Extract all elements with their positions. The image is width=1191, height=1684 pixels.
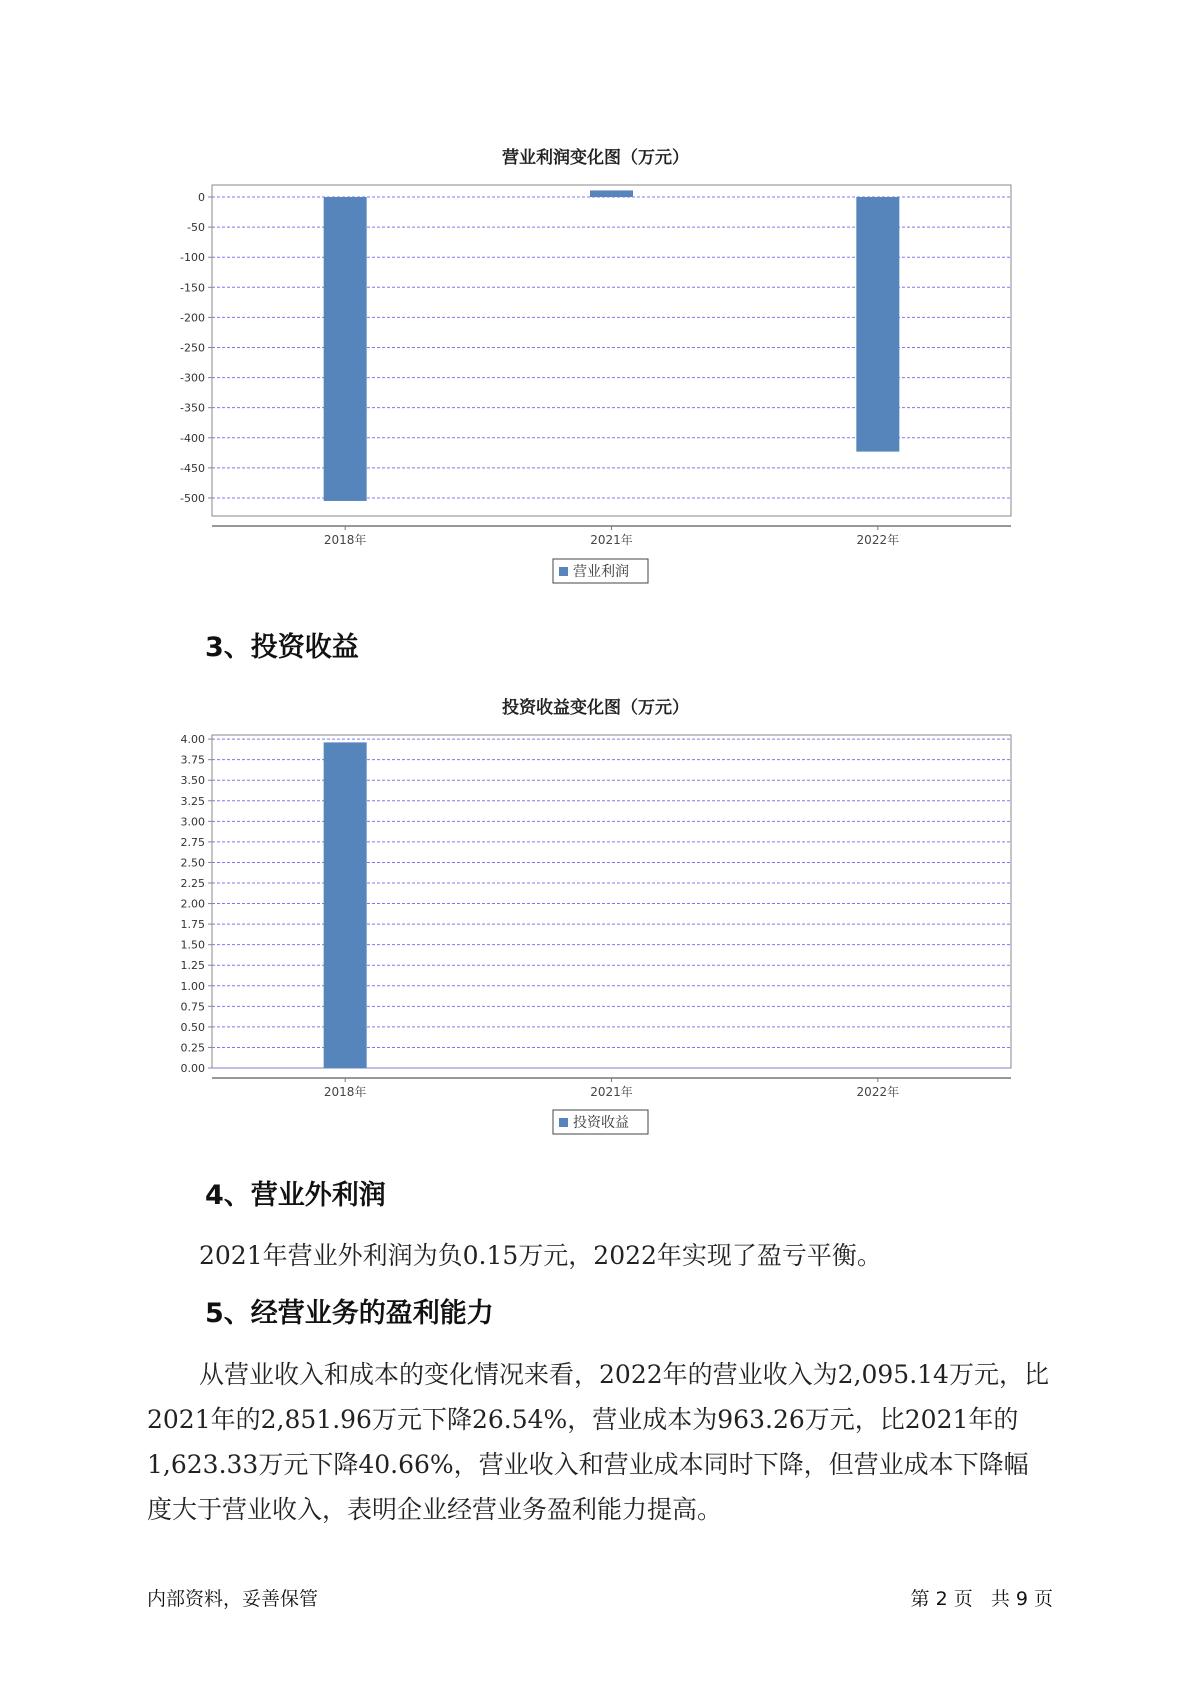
y-tick-label: 0.25 bbox=[180, 1041, 205, 1055]
y-tick-label: 2.50 bbox=[180, 856, 205, 870]
profitability-text: 从营业收入和成本的变化情况来看，2022年的营业收入为2,095.14万元，比2021年的2,851.96万元下降26.54%，营业成本为963.26万元，比2021年的1,623.33万元下降40.66%，营业收入和营业成本同时下降，但营业成本下降幅度大于营业收入，表明企业经营业务盈利能力提高。 bbox=[147, 1360, 1049, 1524]
y-tick-label: -200 bbox=[180, 311, 205, 325]
y-tick-label: 0.75 bbox=[180, 1000, 205, 1014]
y-tick-label: -150 bbox=[180, 281, 205, 295]
y-tick-label: -100 bbox=[180, 251, 205, 265]
y-tick-label: -50 bbox=[187, 221, 205, 235]
y-tick-label: 1.00 bbox=[180, 979, 205, 993]
section-heading-nonoperating: 4、营业外利润 bbox=[205, 1180, 386, 1211]
nonoperating-text: 2021年营业外利润为负0.15万元，2022年实现了盈亏平衡。 bbox=[199, 1241, 882, 1270]
y-tick-label: -450 bbox=[180, 461, 205, 475]
y-tick-label: 3.00 bbox=[180, 815, 205, 829]
x-tick-label: 2018年 bbox=[323, 533, 367, 547]
y-tick-label: 3.75 bbox=[180, 753, 205, 767]
footer-left: 内部资料，妥善保管 bbox=[147, 1588, 319, 1610]
chart-title: 投资收益变化图（万元） bbox=[502, 698, 689, 718]
x-tick-label: 2022年 bbox=[856, 1085, 900, 1099]
y-tick-label: -300 bbox=[180, 371, 205, 385]
chart-title: 营业利润变化图（万元） bbox=[502, 148, 689, 168]
y-tick-label: 3.50 bbox=[180, 774, 205, 788]
y-tick-label: 0.50 bbox=[180, 1020, 205, 1034]
legend-label: 营业利润 bbox=[573, 564, 629, 580]
y-tick-label: 2.00 bbox=[180, 897, 205, 911]
section-heading-investment: 3、投资收益 bbox=[205, 632, 359, 663]
x-tick-label: 2022年 bbox=[856, 533, 900, 547]
y-tick-label: 1.50 bbox=[180, 938, 205, 952]
nonoperating-paragraph bbox=[147, 1233, 1052, 1278]
y-tick-label: -500 bbox=[180, 491, 205, 505]
profitability-paragraph bbox=[147, 1352, 1052, 1532]
bar bbox=[324, 742, 367, 1068]
y-tick-label: 1.75 bbox=[180, 918, 205, 932]
y-tick-label: 3.25 bbox=[180, 794, 205, 808]
section-heading-profitability: 5、经营业务的盈利能力 bbox=[205, 1298, 494, 1329]
y-tick-label: 4.00 bbox=[180, 733, 205, 747]
y-tick-label: 2.25 bbox=[180, 877, 205, 890]
y-tick-label: 0 bbox=[198, 191, 205, 205]
x-tick-label: 2021年 bbox=[590, 533, 633, 547]
footer-page-number: 第 2 页 共 9 页 bbox=[910, 1588, 1053, 1610]
x-tick-label: 2021年 bbox=[590, 1085, 633, 1099]
y-tick-label: -400 bbox=[180, 431, 205, 445]
y-tick-label: -350 bbox=[180, 401, 205, 415]
x-tick-label: 2018年 bbox=[323, 1085, 367, 1099]
y-tick-label: 1.25 bbox=[180, 959, 205, 973]
legend-label: 投资收益 bbox=[573, 1115, 629, 1131]
y-tick-label: 0.00 bbox=[180, 1062, 205, 1075]
legend-swatch bbox=[559, 1118, 568, 1127]
y-tick-label: -250 bbox=[180, 341, 205, 355]
y-tick-label: 2.75 bbox=[180, 835, 205, 849]
